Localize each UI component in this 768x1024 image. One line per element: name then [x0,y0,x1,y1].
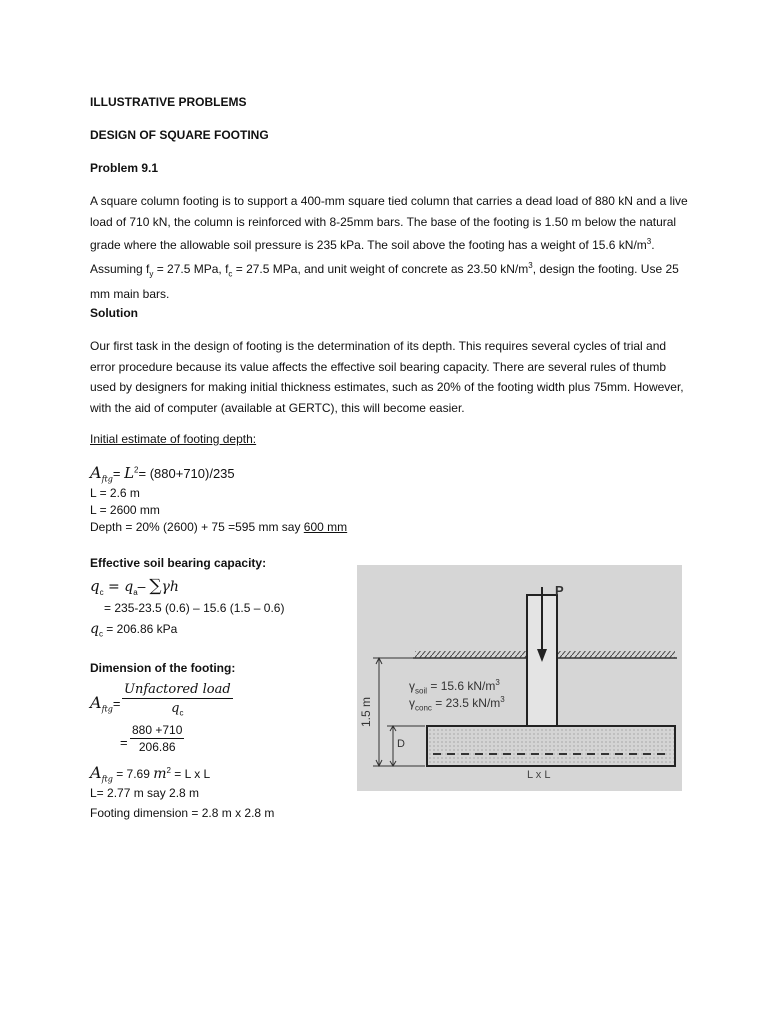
footing-diagram [357,565,682,791]
area-equation: $A_{ftg}= L^2= (880+710)/235$ [90,463,235,484]
width-label: L x L [527,769,551,781]
ground-hatch-right [557,651,675,658]
footing-slab [427,726,675,766]
solution-paragraph: Our first task in the design of footing is the determination of its depth. This requires several cycles of trial and error procedure because its value affects the effective soil bearing capacity. There are several rules of thumb used by designers for making initial thickness estimates, such as 20% of the footing width plus 75mm. However, with the aid of computer (available at GERTC), this will become easier. [90,339,684,415]
bearing-substitution: = 235-23.5 (0.6) – 15.6 (1.5 – 0.6) [104,601,285,615]
area-result: $A_{ftg} = 7.69$ $m^2 = L$ x L [90,763,211,784]
solution-title: Solution [90,306,138,320]
length-mm: L = 2600 mm [90,503,160,517]
gamma-conc-label: $\gamma_{conc} = 23.5$ $kN/m^3$ [409,695,505,713]
heading-design-square-footing: DESIGN OF SQUARE FOOTING [90,128,269,142]
footing-figure [357,565,682,791]
depth-estimate: Depth = 20% (2600) + 75 =595 mm say 600 mm [90,520,348,534]
equals-sign: = [120,735,128,750]
length-m: L = 2.6 m [90,486,140,500]
height-label: 1.5 m [359,696,374,728]
fraction-numeric: $\frac{880 +710}{206.86}$ [132,723,183,754]
depth-label: D [397,738,405,750]
ground-hatch-left [415,651,527,658]
effective-bearing-title: Effective soil bearing capacity: [90,556,267,570]
dimension-equation-lhs: $A_{ftg}=$ [90,693,121,714]
initial-estimate-title: Initial estimate of footing depth: [90,432,257,446]
heading-illustrative-problems: ILLUSTRATIVE PROBLEMS [90,95,247,109]
gamma-soil-label: $\gamma_{soil} = 15.6$ $kN/m^3$ [409,678,500,696]
fraction-unfactored-load: Unfactored load $q_c$ [124,682,231,718]
footing-dimension: Footing dimension = 2.8 m x 2.8 m [90,806,275,820]
dimension-title: Dimension of the footing: [90,661,236,675]
bearing-result: $q_c = 206.86$ kPa [90,621,178,639]
problem-title: Problem 9.1 [90,161,159,175]
bearing-equation: $q_c = q_a-$ ∑γh [90,576,179,597]
length-result: L= 2.77 m say 2.8 m [90,786,200,800]
load-label: P [555,583,564,598]
problem-statement: A square column footing is to support a 400-mm square tied column that carries a dead load of 880 kN and a live load of 710 kN, the column is reinforced with 8-25mm bars. The base of the footing is 1.50 m below the natural grade where the allowable soil pressure is 235 kPa. The soil above the footing has a weight of 15.6 $kN/m^3$. Assuming $f_y = 27.5$ MPa, $f_c = 27.5$ MPa, and unit weight of concrete as 23.50 $kN/m^3$, design the footing. Use 25 mm main bars. [90,194,688,302]
